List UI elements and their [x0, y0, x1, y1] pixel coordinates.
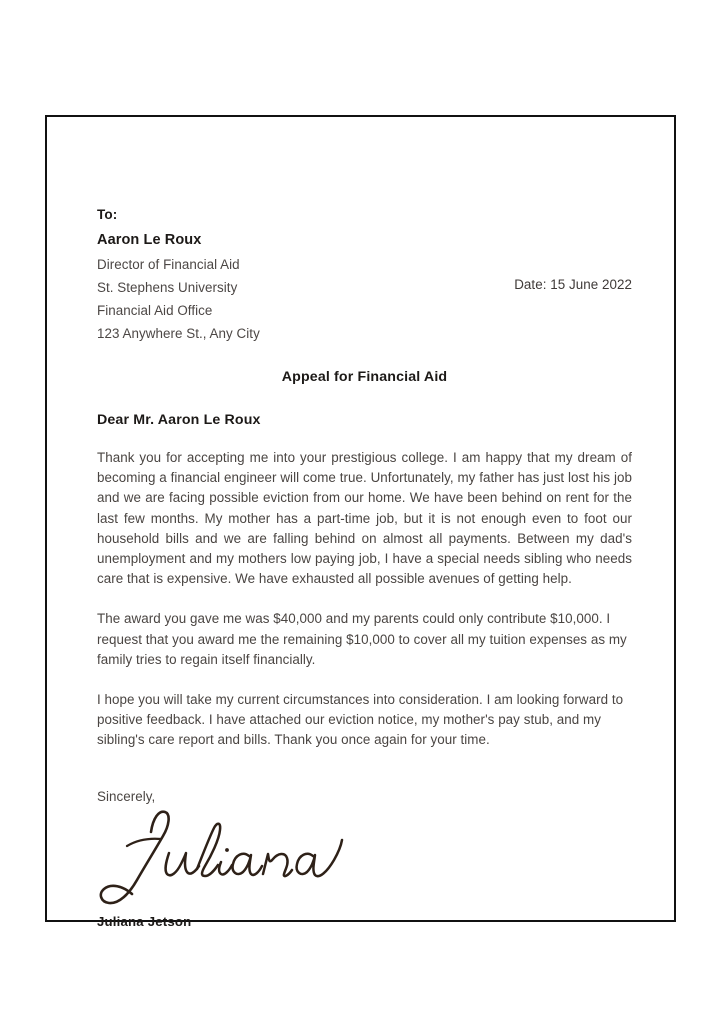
letter-date: Date: 15 June 2022: [514, 277, 632, 292]
letterhead-row: [97, 203, 632, 345]
recipient-line-address: 123 Anywhere St., Any City: [97, 326, 260, 341]
page-border-frame: [45, 115, 676, 929]
to-label: To:: [97, 207, 118, 222]
salutation: Dear Mr. Aaron Le Roux: [97, 412, 261, 428]
recipient-block: [97, 203, 427, 345]
body-paragraph-2: The award you gave me was $40,000 and my parents could only contribute $10,000. I request that you award me the remaining $10,000 to cover all my tuition expenses as my family tries to regain itself financially.: [97, 611, 627, 667]
letter-content: [97, 203, 632, 929]
body-paragraph-1: Thank you for accepting me into your prestigious college. I am happy that my dream of becoming a financial engineer will come true. Unfortunately, my father has just lost his job and we are facing possible eviction from our home. We have been behind on rent for the last few months. My mother has a part-time job, but it is not enough even to foot our household bills and we are falling behind on almost all payments. Between my dad's unemployment and my mothers low paying job, I have a special needs sibling who needs care that is expensive. We have exhausted all possible avenues of getting help.: [97, 450, 632, 587]
letter-title: Appeal for Financial Aid: [281, 369, 448, 385]
sign-off: Sincerely,: [97, 788, 156, 804]
recipient-line-organization: St. Stephens University: [97, 280, 238, 295]
handwritten-signature: [93, 806, 353, 914]
recipient-name: Aaron Le Roux: [97, 232, 202, 248]
signer-name: Juliana Jetson: [97, 913, 192, 929]
recipient-line-department: Financial Aid Office: [97, 303, 213, 318]
body-paragraph-3: I hope you will take my current circumstances into consideration. I am looking forward to positive feedback. I have attached our eviction notice, my mother's pay stub, and my sibling's care report and bills. Thank you once again for your time.: [97, 692, 624, 748]
recipient-line-title: Director of Financial Aid: [97, 257, 240, 272]
signature-icon: [93, 806, 353, 914]
